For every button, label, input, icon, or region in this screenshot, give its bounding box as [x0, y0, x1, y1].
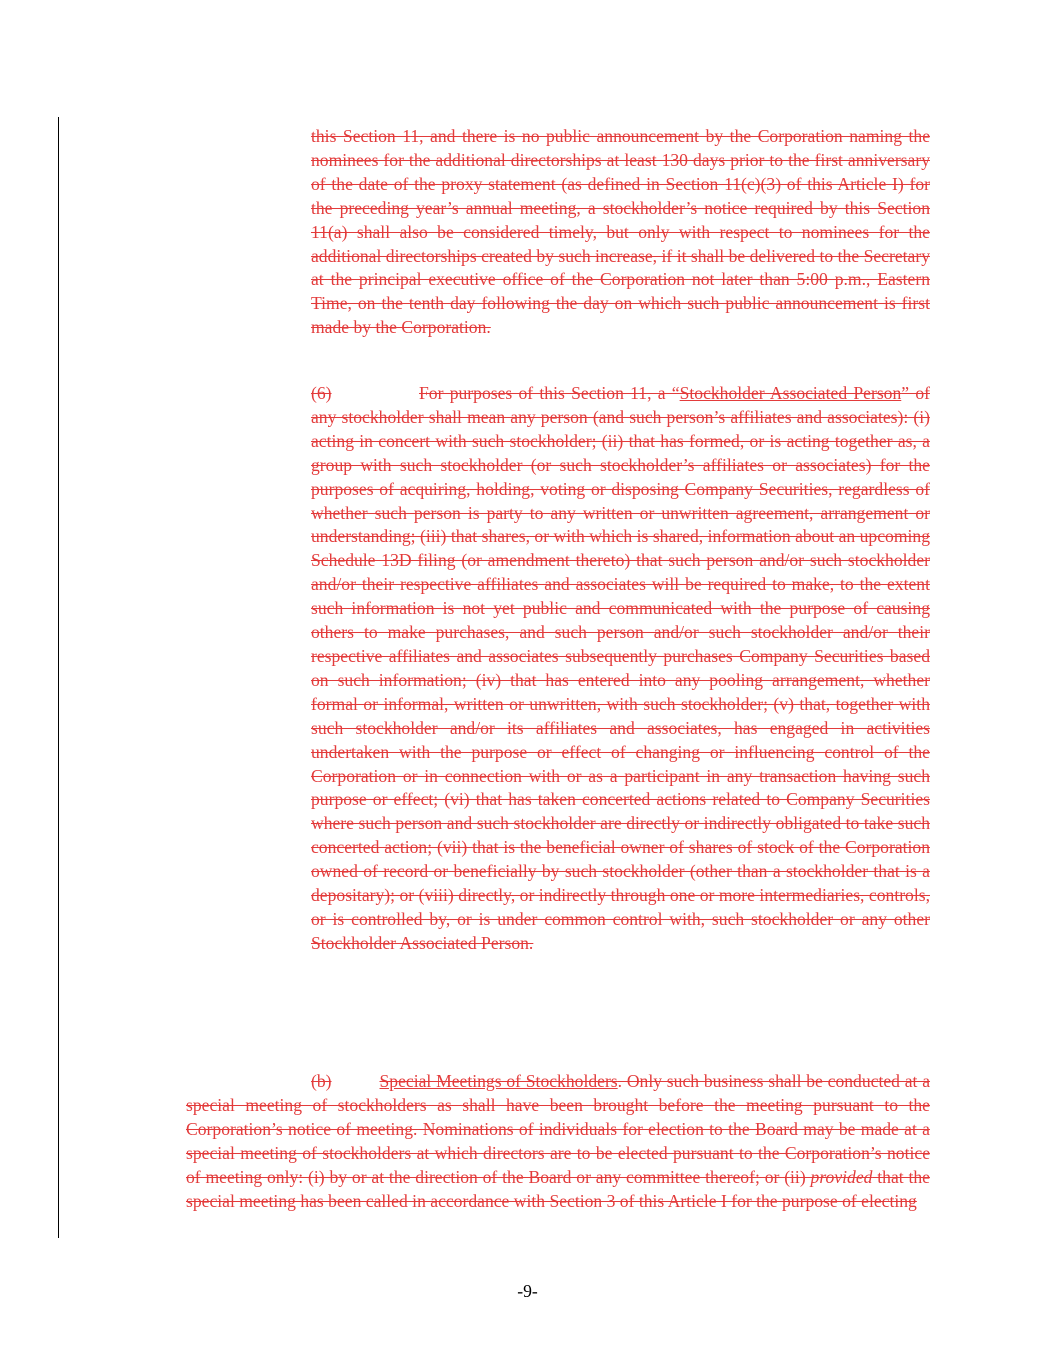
- paragraph-stockholder-associated-person: [311, 382, 930, 956]
- paragraph-2-number: (6): [311, 383, 332, 403]
- paragraph-2-indent: [311, 382, 371, 406]
- paragraph-1-text: this Section 11, and there is no public announcement by the Corporation naming the nominees for the additional directorships at least 130 days prior to the first anniversary of the date of the proxy statement (as defined in Section 11(c)(3) of this Article I) for the preceding year’s annual meeting, a stockholder’s notice required by this Section 11(a) shall also be considered timely, but only with respect to nominees for the additional directorships created by such increase, if it shall be delivered to the Secretary at the principal executive office of the Corporation not later than 5:00 p.m., Eastern Time, on the tenth day following the day on which such public announcement is first made by the Corporation.: [311, 126, 930, 338]
- page-number: -9-: [517, 1281, 538, 1301]
- paragraph-2-lead: For purposes of this Section 11, a “: [419, 383, 680, 403]
- paragraph-2-body: ” of any stockholder shall mean any person (and such person’s affiliates and associates): (i) acting in concert with such stockholder; (ii) that has formed, or is acting together as, a group with such stockholder (or such stockholder’s affiliates or associates) for the purposes of acquiring, holding, voting or disposing Company Securities, regardless of whether such person is party to any written or unwritten agreement, arrangement or understanding; (iii) that shares, or with which is shared, information about an upcoming Schedule 13D filing (or amendment thereto) that such person and/or such stockholder and/or their respective affiliates and associates will be required to make, to the extent such information is not yet public and communicated with the purpose of causing others to make purchases, and such person and/or such stockholder and/or their respective affiliates and associates subsequently purchases Company Securities based on such information; (iv) that has entered into any pooling arrangement, whether formal or informal, written or unwritten, with such stockholder; (v) that, together with such stockholder and/or its affiliates and associates, has engaged in activities undertaken with the purpose or effect of changing or influencing control of the Corporation or in connection with or as a participant in any transaction having such purpose or effect; (vi) that has taken concerted actions related to Company Securities where such person and such stockholder are directly or indirectly obligated to take such concerted action; (vii) that is the beneficial owner of shares of stock of the Corporation owned of record or beneficially by such stockholder (other than a stockholder that is a depositary); or (viii) directly, or indirectly through one or more intermediaries, controls, or is controlled by, or is under common control with, such stockholder or any other Stockholder Associated Person.: [311, 383, 930, 953]
- paragraph-special-meetings: [186, 1070, 930, 1213]
- revision-change-bar: [58, 117, 59, 1238]
- italic-term: provided: [810, 1166, 873, 1187]
- paragraph-3-body-end: that the special meeting has been called in accordance with Section 3 of this Article I for the purpose of electing: [186, 1166, 930, 1211]
- paragraph-3-number: (b): [311, 1071, 332, 1091]
- defined-term: Stockholder Associated Person: [679, 383, 902, 403]
- section-heading: Special Meetings of Stockholders: [379, 1071, 618, 1091]
- paragraph-deleted-timeliness: [311, 125, 930, 340]
- paragraph-3-body: . Only such business shall be conducted at a special meeting of stockholders as shall have been brought before the meeting pursuant to the Corporation’s notice of meeting. Nominations of individuals for election to the Board may be made at a special meeting of stockholders at which directors are to be elected pursuant to the Corporation’s notice of meeting only: (i) by or at the direction of the Board or any committee thereof; or (ii): [186, 1071, 931, 1187]
